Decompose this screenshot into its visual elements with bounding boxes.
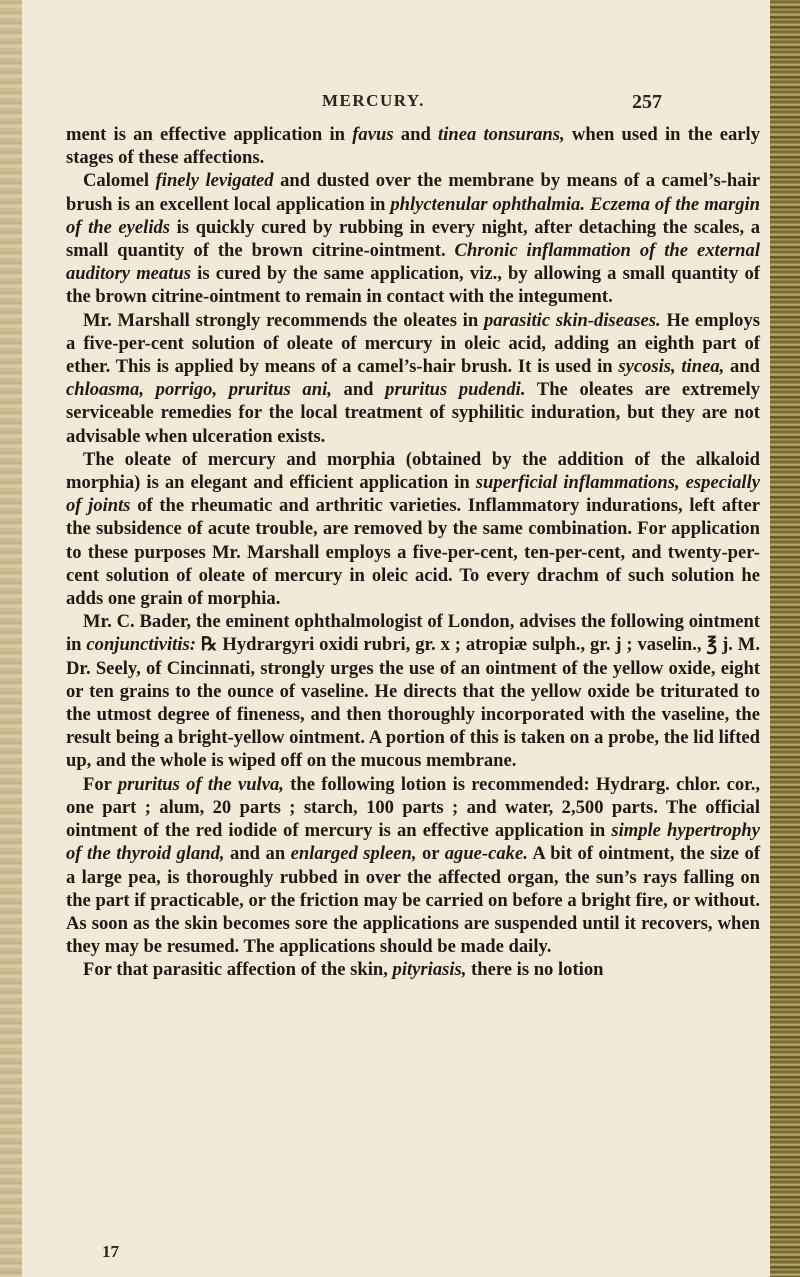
text-run: and	[331, 379, 386, 401]
signature-mark: 17	[102, 1242, 119, 1261]
italic-term: Chronic inflammation of the external auditory meatus	[66, 240, 760, 285]
text-run: ℞ Hydrargyri oxidi rubri, gr. x ; atropiæ sulph., gr. j ; vaselin., ℥ j. M. Dr. Seely, of Cincinnati, strongly urges the use of an ointment of the yellow oxide, eight or ten grains to the ounce of vaseline. He directs that the yellow oxide be triturated to the utmost degree of fineness, and then thoroughly incorporated with the vaseline, the result being a bright-yellow ointment. A portion of this is taken on a probe, the lid lifted up, and the whole is wiped off on the mucous membrane.	[66, 634, 761, 772]
italic-term: favus	[352, 124, 394, 145]
paragraph	[66, 448, 760, 610]
text-run: and dusted over the membrane by means of a camel’s-hair brush is an excellent local application in	[66, 170, 760, 215]
page-edge-binding	[770, 0, 800, 1277]
italic-term: pruritus pudendi.	[385, 379, 526, 401]
body-text	[66, 123, 760, 982]
italic-term: pruritus of the vulva,	[117, 773, 284, 795]
text-run: For that parasitic affection of the skin,	[83, 959, 393, 981]
text-run: Mr. C. Bader, the eminent ophthalmologist of London, advises the following ointment in	[66, 611, 760, 656]
text-run: is quickly cured by rubbing in every night, after detaching the scales, a small quantity of the brown citrine-ointment.	[66, 216, 760, 262]
page-gutter-shadow	[0, 0, 22, 1277]
text-run: Mr. Marshall strongly recommends the oleates in	[83, 309, 484, 331]
running-title: MERCURY.	[322, 91, 425, 110]
text-run: The oleates are extremely serviceable remedies for the local treatment of syphilitic induration, but they are not advisable when ulceration exists.	[66, 379, 761, 447]
text-run: or	[416, 843, 445, 865]
italic-term: parasitic skin-diseases.	[483, 309, 661, 331]
text-run: the following lotion is recommended: Hydrarg. chlor. cor., one part ; alum, 20 parts ; starch, 100 parts ; and water, 2,500 parts. The official ointment of the red iodide of mercury is an effective application in	[66, 773, 760, 842]
text-run: and	[393, 124, 439, 145]
paragraph	[66, 773, 760, 959]
italic-term: tinea tonsurans,	[438, 124, 565, 145]
text-run: and	[724, 356, 760, 378]
text-run: is cured by the same application, viz., by allowing a small quantity of the brown citrine-ointment to remain in contact with the integument.	[66, 263, 760, 308]
paragraph	[66, 169, 760, 308]
paragraph	[66, 309, 760, 448]
italic-term: sycosis, tinea,	[618, 356, 725, 378]
text-run: He employs a five-per-cent solution of oleate of mercury in oleic acid, adding an eighth part of ether. This is applied by means of a camel’s-hair brush. It is used in	[66, 309, 760, 378]
italic-term: phlyctenular ophthalmia. Eczema of the margin of the eyelids	[66, 193, 760, 238]
italic-term: chloasma, porrigo, pruritus ani,	[66, 379, 332, 401]
text-run: Calomel	[83, 170, 156, 192]
text-run: of the rheumatic and arthritic varieties. Inflammatory indurations, left after the subsidence of acute trouble, are removed by the same combination. For application to these purposes Mr. Marshall employs a five-per-cent, ten-per-cent, and twenty-per-cent solution of oleate of mercury in oleic acid. To every drachm of such solution he adds one grain of morphia.	[66, 495, 760, 610]
italic-term: enlarged spleen,	[290, 843, 417, 865]
italic-term: ague-cake.	[444, 843, 528, 865]
italic-term: simple hypertrophy of the thyroid gland,	[66, 820, 760, 865]
text-run: The oleate of mercury and morphia (obtained by the addition of the alkaloid morphia) is an elegant and efficient application in	[66, 448, 760, 494]
paragraph	[66, 610, 760, 772]
text-run: For	[83, 773, 118, 795]
text-run: and an	[224, 843, 291, 865]
italic-term: conjunctivitis:	[86, 634, 196, 656]
italic-term: superficial inflammations, especially of joints	[66, 472, 760, 517]
italic-term: finely levigated	[155, 170, 274, 192]
paragraph	[66, 958, 760, 981]
italic-term: pityriasis,	[392, 959, 467, 981]
running-header	[0, 91, 800, 115]
paragraph	[66, 123, 760, 169]
text-run: there is no lotion	[466, 959, 604, 981]
text-run: A bit of ointment, the size of a large pea, is thoroughly rubbed in over the affected organ, the sun’s rays falling on the part if practicable, or the friction may be carried on before a bright fire, or without. As soon as the skin becomes sore the applications are suspended until it recovers, when they may be resumed. The applications should be made daily.	[66, 843, 761, 958]
text-run: ment is an effective application in	[66, 124, 353, 145]
text-run: when used in the early stages of these affections.	[66, 124, 761, 169]
page-number: 257	[632, 91, 662, 113]
